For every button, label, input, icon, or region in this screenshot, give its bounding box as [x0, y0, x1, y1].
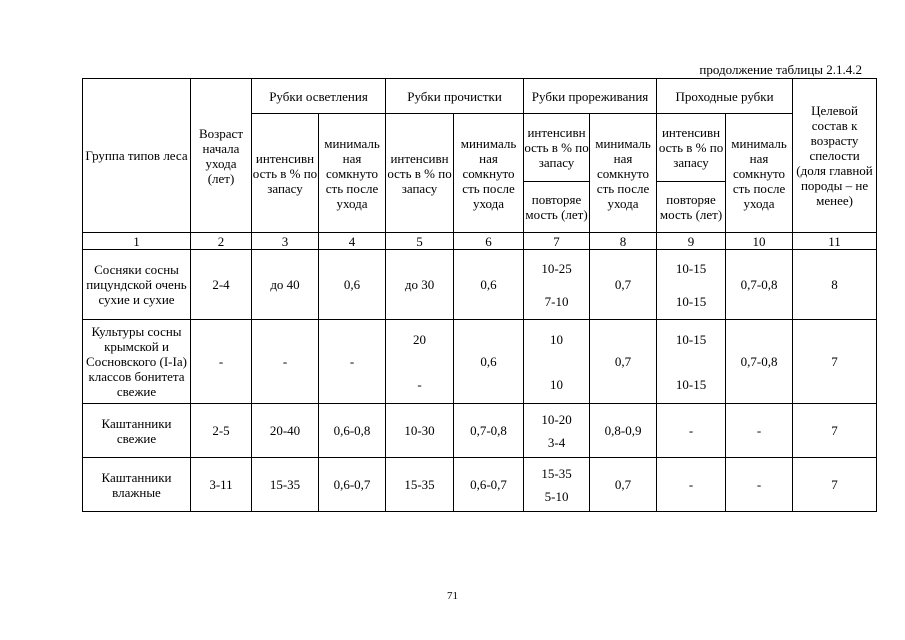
row-group: Каштанники влажные [83, 458, 191, 512]
header-osv-min-closure: минималь ная сомкнуто сть после ухода [319, 114, 386, 233]
row-prz-rep: 7-10 [544, 293, 569, 309]
col-num: 9 [657, 233, 726, 250]
row-prz-rep: 5-10 [544, 488, 569, 504]
header-row-1 [83, 79, 877, 114]
header-prorezhivanie: Рубки прореживания [524, 79, 657, 114]
header-prh-repeat: повторяе мость (лет) [657, 182, 726, 233]
row-prh-min: - [726, 458, 793, 512]
row-prz-int: 10 [550, 331, 564, 347]
row-prz-min: 0,8-0,9 [590, 404, 657, 458]
col-num: 10 [726, 233, 793, 250]
row-prz-cell [524, 458, 590, 512]
table-row [83, 404, 877, 458]
row-osv-int: 20-40 [252, 404, 319, 458]
header-prochistka: Рубки прочистки [386, 79, 524, 114]
row-age: 3-11 [191, 458, 252, 512]
header-target: Целевой состав к возрасту спелости (доля главной породы – не менее) [793, 79, 877, 233]
row-prh-int: 10-15 [675, 331, 707, 347]
row-prh-cell [657, 320, 726, 404]
row-pro-int: 20 [413, 331, 427, 347]
header-prh-intensity: интенсивн ость в % по запасу [657, 114, 726, 182]
row-prz-rep: 10 [550, 376, 564, 392]
col-num: 5 [386, 233, 454, 250]
row-prh-min: 0,7-0,8 [726, 320, 793, 404]
row-pro-cell [386, 320, 454, 404]
header-group: Группа типов леса [83, 79, 191, 233]
row-prz-int: 10-20 [541, 411, 572, 427]
row-prz-min: 0,7 [590, 320, 657, 404]
row-pro-min: 0,6-0,7 [454, 458, 524, 512]
row-pro-int: 15-35 [386, 458, 454, 512]
row-pro-min: 0,7-0,8 [454, 404, 524, 458]
row-prz-int: 15-35 [541, 465, 572, 481]
row-target: 8 [793, 250, 877, 320]
row-age: 2-4 [191, 250, 252, 320]
row-osv-int: до 40 [252, 250, 319, 320]
header-pro-intensity: интенсивн ость в % по запасу [386, 114, 454, 233]
header-prh-min-closure: минималь ная сомкнуто сть после ухода [726, 114, 793, 233]
row-prh-int: - [657, 458, 726, 512]
row-pro-int: 10-30 [386, 404, 454, 458]
table-caption: продолжение таблицы 2.1.4.2 [699, 62, 862, 77]
col-num: 8 [590, 233, 657, 250]
row-group: Культуры сосны крымской и Сосновского (I-Ia) классов бонитета свежие [83, 320, 191, 404]
col-num: 4 [319, 233, 386, 250]
row-osv-int: - [252, 320, 319, 404]
row-prz-cell [524, 320, 590, 404]
row-osv-min: 0,6-0,8 [319, 404, 386, 458]
row-prz-rep: 3-4 [547, 434, 566, 450]
row-prh-min: - [726, 404, 793, 458]
row-age: 2-5 [191, 404, 252, 458]
header-prz-min-closure: минималь ная сомкнуто сть после ухода [590, 114, 657, 233]
col-num: 11 [793, 233, 877, 250]
table-row [83, 320, 877, 404]
row-prh-int: 10-15 [675, 260, 707, 276]
row-group: Сосняки сосны пицундской очень сухие и сухие [83, 250, 191, 320]
row-prh-cell [657, 250, 726, 320]
header-osvetlenie: Рубки осветления [252, 79, 386, 114]
header-pro-min-closure: минималь ная сомкнуто сть после ухода [454, 114, 524, 233]
row-target: 7 [793, 458, 877, 512]
row-prh-rep: 10-15 [675, 376, 707, 392]
col-num: 7 [524, 233, 590, 250]
table-row [83, 250, 877, 320]
row-prh-rep: 10-15 [675, 293, 707, 309]
row-pro-int2: - [417, 376, 422, 392]
column-number-row [83, 233, 877, 250]
page-number: 71 [447, 590, 458, 602]
row-prz-min: 0,7 [590, 458, 657, 512]
row-prz-min: 0,7 [590, 250, 657, 320]
row-pro-int: до 30 [386, 250, 454, 320]
row-osv-int: 15-35 [252, 458, 319, 512]
table-row [83, 458, 877, 512]
col-num: 6 [454, 233, 524, 250]
row-prz-cell [524, 250, 590, 320]
row-target: 7 [793, 404, 877, 458]
row-pro-min: 0,6 [454, 320, 524, 404]
header-osv-intensity: интенсивн ость в % по запасу [252, 114, 319, 233]
row-group: Каштанники свежие [83, 404, 191, 458]
col-num: 3 [252, 233, 319, 250]
row-pro-min: 0,6 [454, 250, 524, 320]
row-prh-int: - [657, 404, 726, 458]
col-num: 2 [191, 233, 252, 250]
row-age: - [191, 320, 252, 404]
header-prokhodnye: Проходные рубки [657, 79, 793, 114]
row-prz-int: 10-25 [541, 260, 572, 276]
forest-care-table [82, 78, 877, 512]
row-osv-min: 0,6 [319, 250, 386, 320]
col-num: 1 [83, 233, 191, 250]
row-prz-cell [524, 404, 590, 458]
row-prh-min: 0,7-0,8 [726, 250, 793, 320]
header-prz-intensity: интенсивн ость в % по запасу [524, 114, 590, 182]
header-age: Возраст начала ухода (лет) [191, 79, 252, 233]
row-osv-min: - [319, 320, 386, 404]
header-prz-repeat: повторяе мость (лет) [524, 182, 590, 233]
row-target: 7 [793, 320, 877, 404]
row-osv-min: 0,6-0,7 [319, 458, 386, 512]
